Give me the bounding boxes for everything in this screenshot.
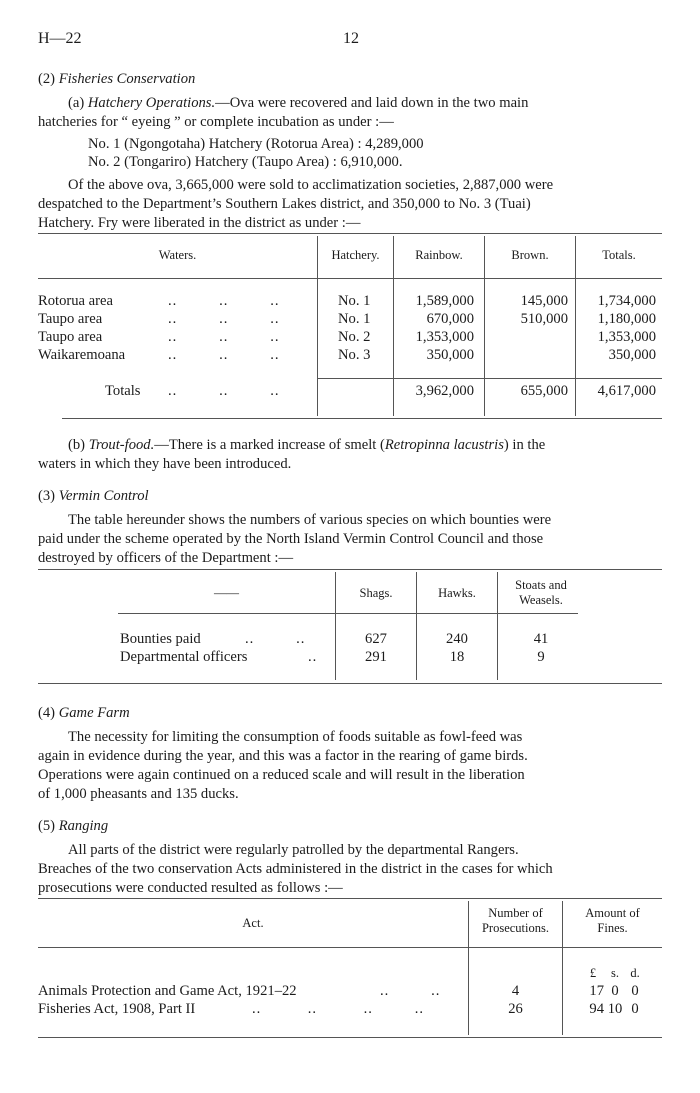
section-title: Game Farm	[58, 705, 130, 721]
ova-para-line-3: Hatchery. Fry were liberated in the district as under :—	[38, 215, 361, 231]
table-row-total: 1,180,000	[597, 311, 656, 327]
totals-brown: 655,000	[520, 383, 568, 399]
game-farm-line-2: again in evidence during the year, and this was a factor in the rearing of game birds.	[38, 748, 528, 764]
leader-dots: .. ..	[380, 983, 441, 999]
section-number: (4)	[38, 705, 56, 721]
game-farm-line-4: of 1,000 pheasants and 135 ducks.	[38, 786, 239, 802]
column-divider	[317, 236, 318, 416]
section-title: Vermin Control	[58, 488, 149, 504]
header-totals: Totals.	[602, 248, 636, 262]
table-cell-shags: 627	[365, 631, 387, 647]
ranging-line-3: prosecutions were conducted resulted as follows :—	[38, 880, 343, 896]
subsection-label: (a)	[68, 95, 85, 111]
vermin-para-line-3: destroyed by officers of the Department :—	[38, 550, 294, 566]
table-cell-shillings: 10	[607, 1001, 623, 1017]
paragraph-text: —Ova were recovered and laid down in the two main	[215, 95, 529, 111]
table-row-hatchery: No. 3	[338, 347, 371, 363]
table-rule	[38, 947, 662, 948]
trout-food-line-2: waters in which they have been introduced.	[38, 456, 292, 472]
page-number: 12	[343, 30, 359, 47]
table-row-water: Taupo area	[38, 329, 103, 345]
header-hawks: Hawks.	[438, 586, 476, 600]
table-cell-stoats: 41	[533, 631, 549, 647]
table-row-act: Animals Protection and Game Act, 1921–22	[38, 983, 297, 999]
header-amount-2: Fines.	[597, 921, 628, 935]
subsection-title: Trout-food.	[88, 437, 155, 453]
table-row-rainbow: 350,000	[426, 347, 474, 363]
table-cell-pounds: 94	[589, 1001, 604, 1017]
table-cell-hawks: 240	[446, 631, 468, 647]
totals-total: 4,617,000	[597, 383, 656, 399]
header-act: Act.	[242, 916, 264, 930]
ranging-line-1: All parts of the district were regularly patrolled by the departmental Rangers.	[68, 842, 519, 858]
section-number: (2)	[38, 71, 56, 87]
subsection-label: (b)	[68, 437, 86, 453]
subsection-title: Hatchery Operations.	[87, 95, 216, 111]
table-cell-stoats: 9	[537, 649, 545, 665]
leader-dots: .. .. ..	[168, 329, 280, 345]
table-rule	[38, 683, 662, 684]
paragraph-text: ) in the	[503, 437, 546, 453]
section-4-title	[38, 705, 130, 722]
table-rule	[62, 418, 662, 419]
table-cell-pounds: 17	[589, 983, 604, 999]
section-title: Ranging	[58, 818, 109, 834]
table-row-total: 1,353,000	[597, 329, 656, 345]
section-number: (5)	[38, 818, 56, 834]
section-title: Fisheries Conservation	[58, 71, 196, 87]
leader-dots: .. .. ..	[168, 383, 280, 399]
table-row-water: Rotorua area	[38, 293, 113, 309]
table-rule	[38, 1037, 662, 1038]
table-row-total: 350,000	[608, 347, 656, 363]
header-rainbow: Rainbow.	[415, 248, 463, 262]
ova-para-line-1: Of the above ova, 3,665,000 were sold to acclimatization societies, 2,887,000 were	[68, 177, 554, 193]
table-row-label: Departmental officers	[120, 649, 248, 665]
section-number: (3)	[38, 488, 56, 504]
hatchery-ops-line-1	[68, 95, 528, 112]
header-number-1: Number of	[488, 906, 543, 920]
species-name: Retropinna lacustris	[384, 437, 504, 453]
table-row-rainbow: 1,589,000	[415, 293, 474, 309]
header-shags: Shags.	[359, 586, 393, 600]
table-row-total: 1,734,000	[597, 293, 656, 309]
game-farm-line-1: The necessity for limiting the consumption of foods suitable as fowl-feed was	[68, 729, 523, 745]
game-farm-line-3: Operations were again continued on a reduced scale and will result in the liberation	[38, 767, 525, 783]
leader-dots: .. .. ..	[168, 347, 280, 363]
header-category: ——	[214, 586, 239, 600]
hatchery-1-line: No. 1 (Ngongotaha) Hatchery (Rotorua Area) : 4,289,000	[88, 136, 424, 152]
totals-label: Totals	[105, 383, 141, 399]
leader-dots: .. .. .. ..	[252, 1001, 424, 1017]
table-cell-hawks: 18	[449, 649, 465, 665]
table-row-water: Waikaremoana	[38, 347, 126, 363]
paragraph-text: —There is a marked increase of smelt (	[154, 437, 385, 453]
vermin-para-line-1: The table hereunder shows the numbers of various species on which bounties were	[68, 512, 552, 528]
table-rule	[38, 233, 662, 234]
hatchery-2-line: No. 2 (Tongariro) Hatchery (Taupo Area) : 6,910,000.	[88, 154, 403, 170]
section-3-title	[38, 488, 149, 505]
table-row-water: Taupo area	[38, 311, 103, 327]
header-weasels: Weasels.	[519, 593, 563, 607]
table-row-act: Fisheries Act, 1908, Part II	[38, 1001, 196, 1017]
table-rule	[318, 378, 662, 379]
table-cell-pence: 0	[631, 983, 639, 999]
trout-food-line-1	[68, 437, 545, 454]
table-cell-prosecutions: 4	[511, 983, 520, 999]
table-rule	[38, 278, 662, 279]
ova-para-line-2: despatched to the Department’s Southern Lakes district, and 350,000 to No. 3 (Tuai)	[38, 196, 531, 212]
table-row-brown: 145,000	[520, 293, 568, 309]
table-row-rainbow: 1,353,000	[415, 329, 474, 345]
table-cell-shags: 291	[365, 649, 387, 665]
table-cell-prosecutions: 26	[508, 1001, 523, 1017]
ranging-line-2: Breaches of the two conservation Acts administered in the district in the cases for which	[38, 861, 553, 877]
unit-shillings: s.	[611, 966, 619, 980]
header-waters: Waters.	[158, 248, 197, 262]
table-row-rainbow: 670,000	[426, 311, 474, 327]
header-amount-1: Amount of	[585, 906, 640, 920]
leader-dots: .. .. ..	[168, 311, 280, 327]
table-row-label: Bounties paid	[120, 631, 201, 647]
unit-pounds: £	[589, 966, 597, 980]
totals-rainbow: 3,962,000	[415, 383, 474, 399]
table-cell-shillings: 0	[611, 983, 619, 999]
section-2-title	[38, 71, 195, 88]
table-cell-pence: 0	[631, 1001, 639, 1017]
table-rule	[38, 898, 662, 899]
header-brown: Brown.	[511, 248, 549, 262]
header-number-2: Prosecutions.	[481, 921, 549, 935]
table-row-brown: 510,000	[520, 311, 568, 327]
leader-dots: .. ..	[245, 631, 306, 647]
header-hatchery: Hatchery.	[331, 248, 380, 262]
leader-dots: ..	[308, 649, 318, 665]
table-rule	[118, 613, 578, 614]
table-row-hatchery: No. 1	[338, 293, 371, 309]
unit-pence: d.	[630, 966, 640, 980]
section-5-title	[38, 818, 108, 835]
table-rule	[38, 569, 662, 570]
table-row-hatchery: No. 2	[338, 329, 371, 345]
header-stoats: Stoats and	[515, 578, 567, 592]
hatchery-ops-line-2: hatcheries for “ eyeing ” or complete incubation as under :—	[38, 114, 394, 130]
table-row-hatchery: No. 1	[338, 311, 371, 327]
document-code: H—22	[38, 30, 82, 47]
vermin-para-line-2: paid under the scheme operated by the North Island Vermin Control Council and those	[38, 531, 544, 547]
leader-dots: .. .. ..	[168, 293, 280, 309]
